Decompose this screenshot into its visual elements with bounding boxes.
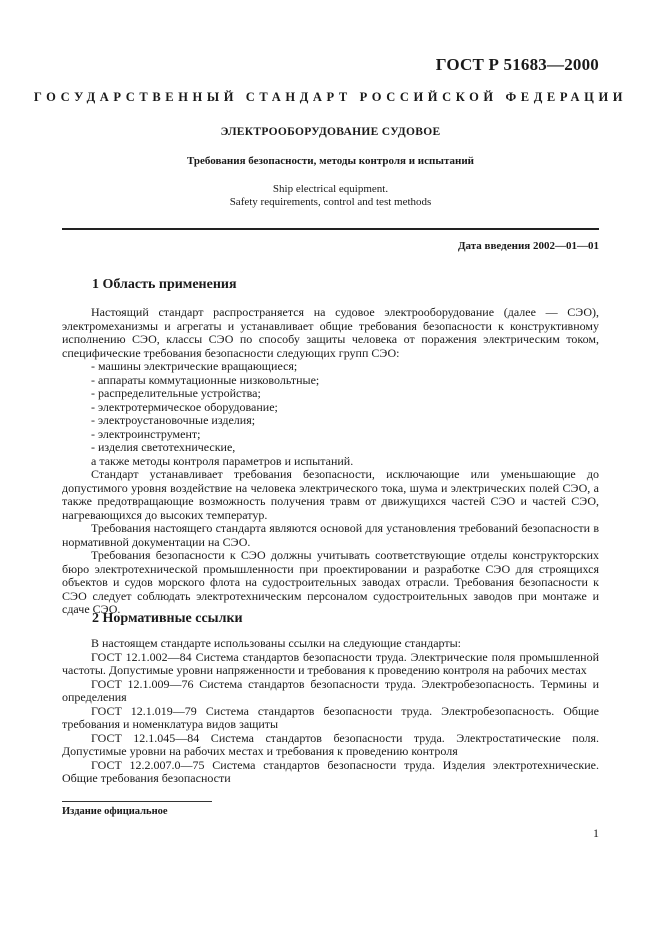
list-item: - электротермическое оборудование; [91,399,278,414]
footer-divider [62,801,212,802]
section1-paragraph: Требования настоящего стандарта являются основой для установления требований безопасности в нормативной документации на СЭО. [62,521,599,549]
list-item: - изделия светотехнические, [91,440,236,454]
section2-body [62,637,599,786]
section2-intro: В настоящем стандарте использованы ссылки на следующие стандарты: [91,636,462,650]
section1-paragraph: Стандарт устанавливает требования безопасности, исключающие или уменьшающие до допустимого уровня воздействие на человека электрического тока, шума и электрических полей СЭО, а также предотвращающие возможность получения травм от движущихся частей СЭО и частей СЭО, нагревающихся до высоких температур. [62,467,599,522]
normative-reference: ГОСТ 12.2.007.0—75 Система стандартов безопасности труда. Изделия электротехнические. Общие требования безопасности [62,757,599,785]
normative-reference: ГОСТ 12.1.019—79 Система стандартов безопасности труда. Электробезопасность. Общие требования и номенклатура видов защиты [62,703,599,731]
section1-intro: Настоящий стандарт распространяется на судовое электрооборудование (далее — СЭО), электромеханизмы и агрегаты и устанавливает общие требования безопасности к конструктивному исполнению СЭО, классы СЭО по способу защиты человека от поражения электрическим током, специфические требования безопасности следующих групп СЭО: [62,305,599,360]
list-item: - электроустановочные изделия; [91,413,256,427]
section2-heading: 2 Нормативные ссылки [92,611,243,626]
header-divider [62,228,599,230]
list-item: - электроинструмент; [91,426,201,441]
page-number: 1 [593,826,599,840]
document-title: ЭЛЕКТРООБОРУДОВАНИЕ СУДОВОЕ [220,126,441,138]
section1-paragraph: Требования безопасности к СЭО должны учитывать соответствующие отделы конструкторских бюро электротехнической промышленности при проектировании и разработке СЭО для строящихся объектов и судов морского флота на судостроительных заводах отрасли. Требования безопасности к СЭО следует соблюдать электротехническим персоналом судостроительных заводов при монтаже и сдаче СЭО. [62,548,599,616]
section1-also: а также методы контроля параметров и испытаний. [91,453,354,468]
list-item: - распределительные устройства; [91,386,261,400]
edition-label: Издание официальное [62,806,168,817]
equipment-group-list [62,360,599,455]
document-subtitle: Требования безопасности, методы контроля и испытаний [186,155,474,167]
state-standard-title: ГОСУДАРСТВЕННЫЙ СТАНДАРТ РОССИЙСКОЙ ФЕДЕРАЦИИ [33,90,628,104]
list-item: - машины электрические вращающиеся; [91,359,298,373]
english-title-line2: Safety requirements, control and test methods [229,196,432,208]
english-title-line1: Ship electrical equipment. [272,183,389,195]
standard-code: ГОСТ Р 51683—2000 [435,55,599,74]
normative-reference: ГОСТ 12.1.009—76 Система стандартов безопасности труда. Электробезопасность. Термины и определения [62,676,599,704]
list-item: - аппараты коммутационные низковольтные; [91,372,320,387]
normative-reference: ГОСТ 12.1.002—84 Система стандартов безопасности труда. Электрические поля промышленной частоты. Допустимые уровни напряженности и требования к проведению контроля на рабочих местах [62,649,599,677]
section1-heading: 1 Область применения [92,277,237,292]
effective-date: Дата введения 2002—01—01 [457,240,599,252]
section1-body [62,306,599,617]
normative-reference: ГОСТ 12.1.045—84 Система стандартов безопасности труда. Электростатические поля. Допустимые уровни на рабочих местах и требования к проведению контроля [62,730,599,758]
